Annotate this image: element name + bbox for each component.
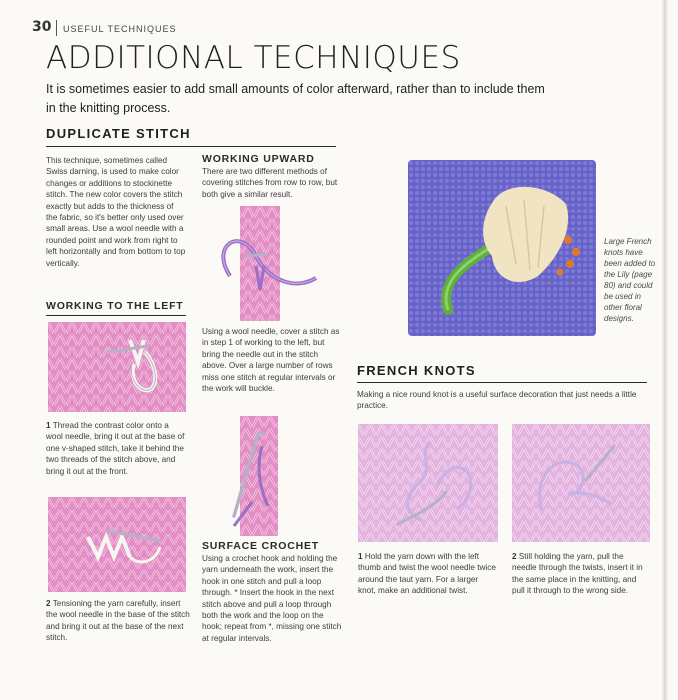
header-divider [56,20,57,36]
french-knots-heading: FRENCH KNOTS [357,363,476,378]
duplicate-stitch-step2-illustration [48,497,186,592]
step-number: 2 [46,599,51,608]
step-text: Tensioning the yarn carefully, insert the wool needle in the base of the stitch and bring it out at the base of the next stitch. [46,599,190,643]
working-upward-illustration [200,206,335,321]
french-knots-intro: Making a nice round knot is a useful surface decoration that just needs a little practice. [357,390,637,411]
step-number: 1 [358,552,363,561]
step-number: 2 [512,552,517,561]
knitted-lily-photo [408,160,596,336]
duplicate-stitch-step1-illustration [48,322,186,412]
duplicate-stitch-text: This technique, sometimes called Swiss darning, is used to make color changes or additions to stockinette stitch. The new color covers the stitch exactly but adds to the thickness of the fabric, so it's better only used over small areas. Use a wool needle with a rounded point and work from right to left horizontally and from bottom to top vertically. [46,156,186,268]
step-text: Thread the contrast color onto a wool needle, bring it out at the base of one v-shaped stitch, take it behind the two threads of the stitch above, and bring it out at the front. [46,421,185,476]
intro-text: It is sometimes easier to add small amounts of color afterward, rather than to include them in the knitting process. [46,82,545,115]
surface-crochet-illustration [222,416,292,536]
page-number: 30 [32,19,52,35]
working-left-heading: WORKING TO THE LEFT [46,300,184,312]
section-rule [46,146,336,147]
duplicate-step2 [46,598,191,644]
french-knots-step1 [358,551,496,597]
working-upward-text-2: Using a wool needle, cover a stitch as in step 1 of working to the left, but bring the needle out in the stitch above. Over a large number of rows miss one stitch at regular intervals or the work will buckle. [202,327,340,394]
step-text: Still holding the yarn, pull the needle through the twists, insert it in the same place in the knitting, and pull it through to the wrong side. [512,552,643,596]
duplicate-step1 [46,420,186,477]
surface-crochet-text: Using a crochet hook and holding the yarn underneath the work, insert the hook in one stitch and pull a loop through. * Insert the hook in the next stitch above and pull a loop through both the work and the loop on the hook; repeat from *, missing one stitch at regular intervals. [202,554,342,643]
working-upward-text: There are two different methods of covering stitches from row to row, but both give a similar result. [202,167,338,199]
french-knots-step2-illustration [512,424,650,542]
running-head: USEFUL TECHNIQUES [63,24,177,34]
step-number: 1 [46,421,51,430]
photo-caption: Large French knots have been added to the Lily (page 80) and could be used in other floral designs. [604,237,656,323]
french-knots-step2 [512,551,650,597]
duplicate-stitch-heading: DUPLICATE STITCH [46,126,191,141]
surface-crochet-heading: SURFACE CROCHET [202,540,320,552]
section-rule [357,382,647,383]
page-gutter [662,0,668,700]
working-upward-heading: WORKING UPWARD [202,153,315,165]
subsection-rule [46,315,186,316]
french-knots-step1-illustration [358,424,498,542]
page-title: ADDITIONAL TECHNIQUES [46,40,461,76]
step-text: Hold the yarn down with the left thumb and twist the wool needle twice around the taut yarn. For a larger knot, make an additional twist. [358,552,496,596]
